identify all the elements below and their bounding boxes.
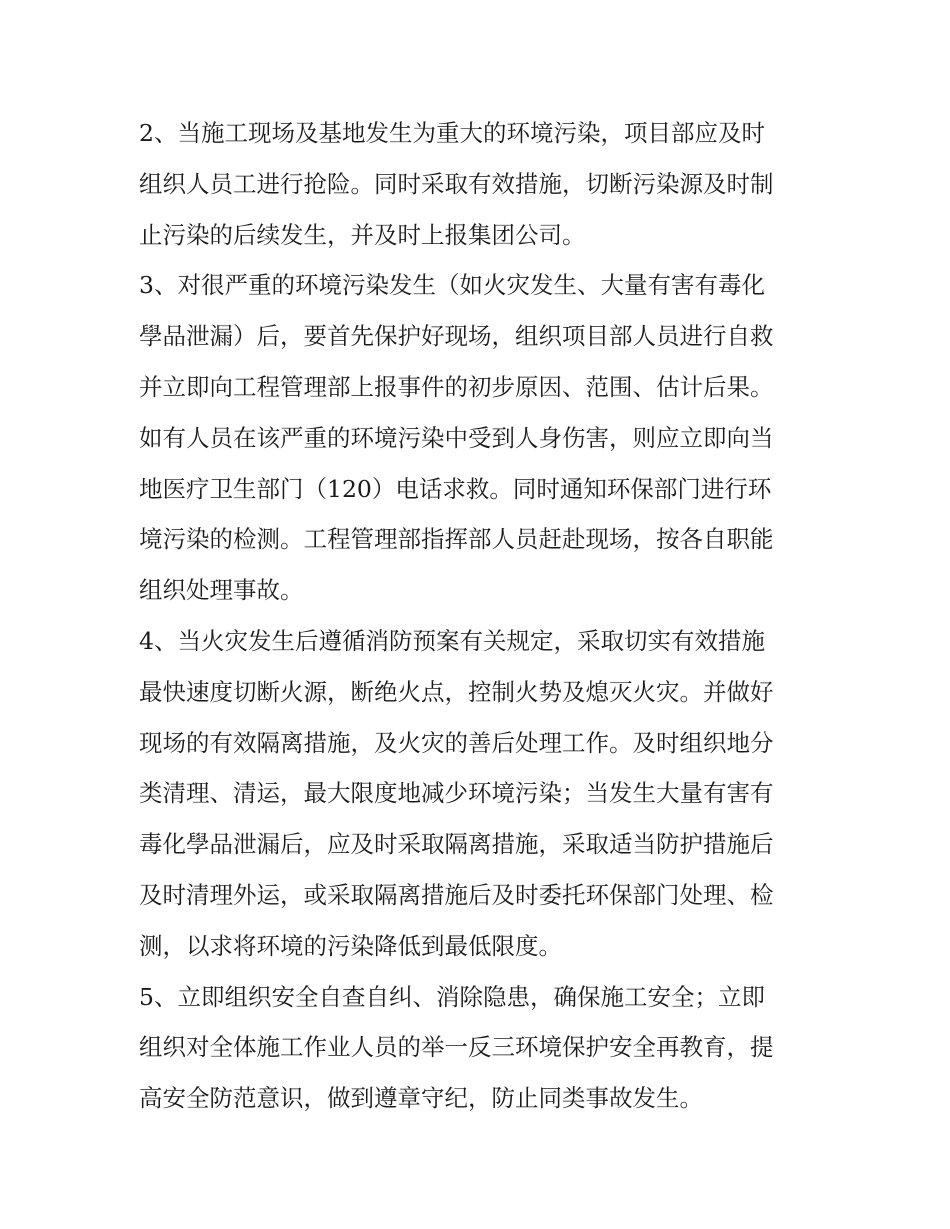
text-line: 2、当施工现场及基地发生为重大的环境污染，项目部应及时 (139, 119, 765, 147)
text-line: 组织对全体施工作业人员的举一反三环境保护安全再教育，提 (139, 1033, 774, 1062)
body-text (139, 108, 815, 1124)
text-line: 组织处理事故。 (139, 576, 304, 605)
text-line: 类清理、清运，最大限度地减少环境污染；当发生大量有害有 (139, 779, 774, 808)
text-line: 现场的有效隔离措施，及火灾的善后处理工作。及时组织地分 (139, 728, 774, 757)
text-line: 毒化學品泄漏后，应及时采取隔离措施，采取适当防护措施后 (139, 830, 774, 859)
text-line: 最快速度切断火源，断绝火点，控制火势及熄灭火灾。并做好 (139, 677, 774, 706)
text-line: 组织人员工进行抢险。同时采取有效措施，切断污染源及时制 (139, 169, 774, 198)
text-line: 及时清理外运，或采取隔离措施后及时委托环保部门处理、检 (139, 880, 774, 909)
text-line: 3、对很严重的环境污染发生（如火灾发生、大量有害有毒化 (139, 271, 765, 300)
text-line: 止污染的后续发生，并及时上报集团公司。 (139, 220, 586, 249)
text-line: 4、当火灾发生后遵循消防预案有关规定，采取切实有效措施 (139, 626, 765, 655)
text-line: 并立即向工程管理部上报事件的初步原因、范围、估计后果。 (139, 372, 774, 401)
text-line: 學品泄漏）后，要首先保护好现场，组织项目部人员进行自救 (139, 322, 774, 351)
text-line: 5、立即组织安全自查自纠、消除隐患，确保施工安全；立即 (139, 982, 765, 1011)
text-line: 地医疗卫生部门（120）电话求救。同时通知环保部门进行环 (139, 474, 772, 503)
text-line: 境污染的检测。工程管理部指挥部人员赶赴现场，按各自职能 (139, 525, 774, 554)
text-line: 高安全防范意识，做到遵章守纪，防止同类事故发生。 (139, 1084, 703, 1113)
text-line: 测，以求将环境的污染降低到最低限度。 (139, 931, 562, 960)
text-line: 如有人员在该严重的环境污染中受到人身伤害，则应立即向当 (139, 423, 774, 452)
